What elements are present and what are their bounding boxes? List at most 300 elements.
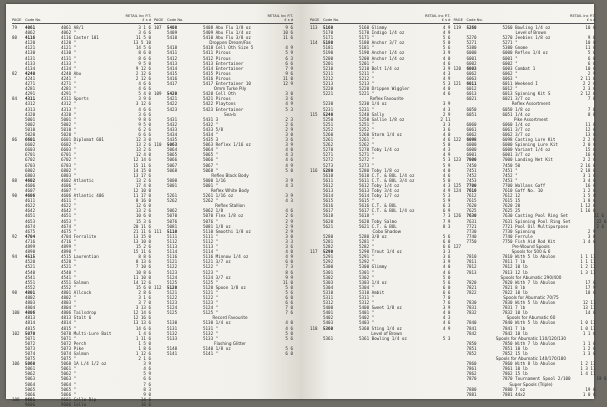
row-code: 5001: [167, 182, 178, 188]
row-code: 5408: [167, 25, 178, 30]
row-price: 2 0 0: [582, 142, 596, 148]
row-price: 7 6: [143, 381, 151, 387]
row-price: 3 0: [285, 131, 293, 137]
row-code: 5360: [323, 325, 334, 331]
row-price: 14 15 0: [133, 167, 151, 173]
row-description: 5617 C.T. & BOL 1/4 oz: [359, 208, 415, 214]
row-code: 5618: [323, 213, 334, 219]
row-description: 5261 ": [359, 137, 375, 143]
row-description: 7852 15 lb: [502, 351, 528, 356]
row-description: 6601 Diplomat 601: [61, 137, 104, 143]
row-page: 124: [453, 188, 462, 193]
row-code: 5380: [466, 45, 477, 51]
row-price: 4 6: [285, 325, 293, 331]
left-page: [6, 4, 300, 407]
row-code: 7451: [466, 167, 477, 173]
row-code: 7842: [466, 330, 477, 336]
row-description: 7861 10 lb: [502, 366, 528, 372]
row-code: 5303: [323, 279, 334, 285]
row-code: 5270: [466, 35, 477, 41]
row-description: 6061 3/7 oz: [502, 126, 531, 132]
header-retail-label: RETAIL Inc P.T.: [267, 13, 293, 18]
row-description: 5311 ": [359, 294, 375, 300]
row-code: 7610: [466, 188, 477, 193]
row-code: 6601: [25, 137, 36, 143]
row-price: 9 6: [285, 70, 293, 76]
row-code: 4802: [25, 294, 36, 300]
row-description: 4133 ": [61, 60, 77, 66]
row-price: 5 9: [285, 50, 293, 56]
row-description: 7615 15: [502, 198, 521, 204]
row-code: 7700: [466, 182, 477, 188]
row-price: 14 6: [140, 396, 151, 402]
row-code: 7810: [466, 254, 477, 260]
row-code: 4312: [25, 101, 36, 107]
row-price: 6 6: [285, 300, 293, 306]
row-description: 5431 3: [203, 116, 219, 122]
row-description: 4130 ": [61, 50, 77, 56]
row-code: 5418: [167, 45, 178, 51]
row-description: 7831 7 lb: [502, 305, 526, 311]
row-price: 22 6: [596, 218, 607, 224]
row-code: 5292: [323, 259, 334, 265]
row-description: 5361 Bowling 1/4 oz: [359, 335, 407, 341]
row-price: 2 9: [442, 111, 451, 117]
row-description: 4606 ": [61, 182, 77, 188]
row-price: 2 2 6: [582, 137, 596, 143]
row-code: 6003: [466, 65, 477, 71]
header-retail-label: RETAIL Inc P.T.: [570, 13, 596, 18]
row-price: 9 6: [285, 25, 293, 30]
row-description: 7870 Tournament Spool 2/100: [502, 376, 571, 382]
row-price: 2 9: [587, 70, 596, 76]
row-code: 5411: [167, 50, 178, 56]
row-page: 117: [310, 249, 318, 255]
row-code: 5271: [323, 152, 334, 158]
row-page: 122: [453, 137, 462, 143]
row-description: 5230 1/4 oz: [359, 101, 387, 107]
row-code: 6803: [25, 172, 36, 178]
row-description: 5070 Multi-Lure Bait: [61, 330, 112, 336]
row-price: 2 9: [285, 218, 293, 224]
row-price: 8 3: [442, 223, 451, 229]
row-code: 4120: [25, 40, 36, 46]
row-price: 1 12 6: [135, 351, 151, 356]
row-description: 5113 ": [203, 244, 219, 250]
row-description: 6603 ": [61, 147, 77, 153]
row-code: 5282: [323, 244, 334, 250]
row-price: 21 6: [593, 213, 605, 219]
row-price: 3 7 0: [138, 300, 151, 306]
row-description: 4602 Atlantic: [61, 177, 94, 183]
row-description: 5403 ": [359, 320, 375, 326]
row-code: 5124: [167, 274, 178, 280]
row-price: 4 9: [442, 188, 451, 193]
row-price: 5 6: [442, 45, 451, 51]
row-description: 6021 3/7 oz: [502, 96, 531, 102]
row-code: 5070: [167, 213, 178, 219]
row-code: 5613: [323, 188, 334, 193]
row-price: 2 6: [285, 213, 293, 219]
row-description: 4611 ": [61, 198, 77, 204]
row-description: 5122 ": [203, 264, 219, 270]
row-description: 5221 ": [359, 91, 375, 97]
row-code: 4062: [25, 30, 36, 36]
row-price: 6 0: [285, 351, 293, 356]
row-page: 116: [310, 167, 318, 173]
row-code: 5612: [323, 182, 334, 188]
row-price: 4 3: [442, 70, 451, 76]
row-page: 94: [12, 254, 18, 260]
row-price: 3 13 6: [135, 305, 151, 311]
row-code: 4271: [25, 81, 36, 87]
row-description: 6703 ": [61, 162, 77, 168]
row-code: 7450: [466, 162, 477, 168]
row-price: 13 2 6: [135, 142, 151, 148]
row-description: 7851 10 lb: [502, 345, 528, 351]
price-row: [12, 402, 151, 407]
row-price: 3 6: [285, 96, 293, 102]
row-code: 5114: [167, 249, 178, 255]
row-price: 3 1 6: [138, 294, 151, 300]
row-page: 126: [453, 213, 462, 219]
row-description: 4806 Tailsdrop: [61, 310, 97, 316]
row-code: 5410: [167, 35, 178, 41]
row-price: 4 9: [285, 45, 293, 51]
row-price: 7 0: [442, 294, 451, 300]
row-price: 5 0: [442, 40, 451, 46]
row-description: 6701 ": [61, 152, 77, 158]
row-description: 4813 Stalt 6: [61, 315, 92, 321]
row-code: 5271: [466, 40, 477, 46]
row-price: 10 6: [585, 65, 596, 71]
row-code: 6012: [466, 86, 477, 92]
row-page: 100: [12, 310, 20, 316]
row-price: 15 3 6: [135, 218, 151, 224]
row-description: 5270 Toby 1/4 oz: [359, 147, 400, 153]
row-price: 4 6: [442, 137, 451, 143]
row-price: 2 16 6: [580, 162, 596, 168]
row-code: 5615: [323, 198, 334, 204]
row-price: 1 1 11: [580, 254, 596, 260]
row-price: 13 10 0: [133, 238, 151, 244]
row-description: 4814 ": [61, 320, 77, 326]
row-description: 5121 ": [203, 289, 219, 295]
row-description: 5001 ": [61, 116, 77, 122]
row-code: 5075: [25, 356, 36, 362]
row-description: 5410 Abu Flu 3/8 oz: [203, 35, 251, 41]
row-description: 4540 ": [61, 269, 77, 275]
row-description: 5304 ": [359, 284, 375, 290]
row-price: 6 0: [285, 294, 293, 300]
row-code: 5210: [323, 65, 334, 71]
row-price: 4 9: [442, 25, 451, 30]
row-description: 6063 ": [502, 75, 518, 81]
row-description: 7610 Gaff No. 10: [502, 188, 543, 193]
row-price: 7 6: [587, 106, 596, 112]
row-price: 14 6 6: [135, 325, 151, 331]
row-description: 5063 ": [61, 376, 77, 382]
row-code: 5412: [167, 55, 178, 61]
row-description: 5240 Sally: [359, 111, 385, 117]
row-price: 3 9: [285, 193, 293, 199]
row-code: 4241: [25, 75, 36, 81]
row-price: 10 6: [585, 25, 596, 30]
row-price: 5 0: [442, 142, 451, 148]
row-description: 5002 ": [61, 121, 77, 127]
row-price: 1 5 0: [582, 193, 596, 199]
row-page: 118: [310, 325, 318, 331]
row-code: 5417: [167, 81, 178, 87]
row-description: 4801 Allcock: [61, 289, 92, 295]
row-code: 7822: [466, 289, 477, 295]
row-description: 5281 ": [359, 238, 375, 244]
row-code: 4622: [25, 203, 36, 209]
row-description: 5114 ": [203, 249, 219, 255]
row-description: 5415 Pirous: [203, 70, 231, 76]
row-price: 2 12 6: [135, 75, 151, 81]
row-code: 6703: [25, 162, 36, 168]
header-retail-label: RETAIL Inc P.T.: [125, 13, 151, 18]
row-price: 2 12 6: [580, 91, 596, 97]
row-code: 5617: [323, 208, 334, 214]
row-code: 4716: [25, 238, 36, 244]
row-code: 5170: [323, 30, 334, 36]
row-price: 5 9: [143, 371, 151, 377]
row-code: 5065: [25, 386, 36, 392]
row-description: 5417 Entertainer 10: [203, 81, 251, 87]
row-description: 7812 10 lb: [502, 264, 528, 270]
row-price: 5 3: [442, 157, 451, 163]
row-page: 109: [154, 91, 162, 97]
row-code: 5620: [323, 218, 334, 224]
row-price: 16 6: [585, 152, 596, 158]
row-description: 5065 ": [61, 386, 77, 392]
row-price: 4 3: [285, 152, 293, 158]
header-code: Code No.: [466, 17, 483, 22]
row-price: 1 1 11: [580, 259, 596, 265]
row-description: 5290 Trout 1/4 oz: [359, 249, 402, 255]
row-description: 5422 Playtons: [203, 101, 236, 107]
row-price: 2 11: [440, 116, 451, 122]
row-price: 8 3: [143, 386, 151, 392]
row-description: 5611 C.T. & BOL 3/4 oz: [359, 177, 415, 183]
row-code: 5423: [167, 106, 178, 112]
row-price: 4 0: [442, 310, 451, 316]
row-price: 5 9: [442, 198, 451, 204]
row-code: 5422: [167, 101, 178, 107]
row-description: 6011 Weekend I: [502, 81, 538, 87]
row-price: 3 9: [285, 177, 293, 183]
row-price: 5 6: [442, 35, 451, 41]
row-description: 5141 ": [203, 351, 219, 356]
row-description: 5291 ": [359, 254, 375, 260]
row-description: 5010 ": [61, 126, 77, 132]
row-price: 6 0: [442, 238, 451, 244]
row-description: 5074 Salmon: [61, 351, 89, 356]
row-code: 5212: [323, 75, 334, 81]
row-description: 4520 ": [61, 259, 77, 265]
row-price: 5 6: [285, 289, 293, 295]
row-code: 4291: [25, 91, 36, 97]
row-page: 80: [12, 35, 18, 41]
row-description: 5435 3: [203, 137, 219, 143]
row-price: 3 3: [442, 249, 451, 255]
row-price: 6 0: [442, 284, 451, 290]
row-code: 4611: [25, 198, 36, 204]
row-code: 5200: [323, 55, 334, 61]
heading-text: Pike Assortment: [514, 116, 548, 122]
row-description: 5262 ": [203, 198, 219, 204]
row-code: 7831: [466, 305, 477, 311]
row-code: 6062: [466, 70, 477, 76]
row-code: 5063: [25, 376, 36, 382]
row-page: 113: [310, 25, 318, 30]
row-price: 3 9: [442, 305, 451, 311]
row-code: 7721: [466, 223, 477, 229]
row-price: 1 1 6: [582, 330, 596, 336]
row-description: 5300 Glimmy: [359, 264, 387, 270]
row-description: 5180 Anchor 3/7 oz: [359, 40, 405, 46]
row-page: 121: [453, 81, 462, 87]
row-code: 6001: [466, 55, 477, 61]
header-code: Code No.: [323, 17, 340, 22]
row-price: 10 6: [282, 30, 293, 36]
row-price: 14 5 6: [135, 45, 151, 51]
heading-text: Reflex Favourite: [369, 96, 404, 102]
row-price: 10 0: [585, 40, 596, 46]
row-description: 7631 Spinning Pool Ring Set: [502, 218, 571, 224]
row-code: 5621: [323, 223, 334, 229]
row-price: 8 6: [285, 269, 293, 275]
column-header: [12, 10, 151, 24]
row-description: 5062 ": [61, 371, 77, 377]
row-code: 7612: [466, 193, 477, 199]
row-price: 4 6: [442, 320, 451, 326]
row-price: 7 6: [442, 300, 451, 306]
row-code: 7850: [466, 340, 477, 346]
row-description: 6001 3/7 oz: [502, 152, 531, 158]
row-price: 20 11 6: [133, 223, 151, 229]
row-description: 5418 Cell Oth Size 5: [203, 45, 254, 51]
row-price: 9 8 6: [138, 116, 151, 122]
row-code: 5290: [323, 249, 334, 255]
row-price: 4 6: [442, 91, 451, 97]
row-description: 7842 10 lb: [502, 330, 528, 336]
row-code: 9606: [25, 401, 36, 407]
row-description: 5071 ": [61, 335, 77, 341]
row-description: 5122 ": [203, 294, 219, 300]
row-code: 5421: [167, 96, 178, 102]
row-code: 6021: [466, 96, 477, 102]
row-description: 5360 Sting 1/4 oz: [359, 325, 402, 331]
row-code: 4061: [25, 25, 36, 30]
heading-text: Cobo Shadow: [372, 228, 402, 234]
row-price: 3 3: [285, 238, 293, 244]
row-code: 6011: [466, 81, 477, 87]
row-price: 6 6: [442, 289, 451, 295]
row-code: 7830: [466, 300, 477, 306]
row-code: 7881: [466, 391, 477, 397]
row-code: 5065: [167, 152, 178, 158]
row-code: 5301: [323, 269, 334, 275]
row-price: 4 9: [285, 101, 293, 107]
heading-text: Reflex Assortment: [511, 101, 551, 107]
heading-text: Record Favourite: [212, 315, 248, 321]
row-code: 4116: [25, 35, 36, 41]
row-code: 7852: [466, 351, 477, 356]
row-code: 6002: [466, 60, 477, 66]
row-code: 4130: [25, 50, 36, 56]
row-code: 7452: [466, 172, 477, 178]
row-code: 5076: [167, 218, 178, 224]
row-code: 5123: [167, 269, 178, 275]
row-price: 6 2 6: [138, 126, 151, 132]
row-price: 7 10 6: [135, 264, 151, 270]
row-code: 5262: [167, 198, 178, 204]
row-description: 5610 C.T. & BOL 1/4 oz: [359, 172, 415, 178]
row-code: 5252: [323, 126, 334, 132]
row-price: 2 9: [285, 126, 293, 132]
row-description: 5125 ": [203, 279, 219, 285]
row-description: 4653 ": [61, 218, 77, 224]
row-page: 107: [154, 25, 162, 30]
row-code: 7813: [466, 269, 477, 275]
row-description: 5270 Jeebies 1/8 oz: [502, 35, 551, 41]
row-code: 4806: [25, 310, 36, 316]
row-price: 1 2 11: [580, 264, 596, 270]
row-page: 84: [12, 96, 18, 102]
row-price: 4 9: [442, 75, 451, 81]
row-code: 5402: [323, 315, 334, 321]
price-row: [453, 392, 595, 397]
row-description: 5400 Sweet 1/8 oz: [359, 305, 402, 311]
row-price: 2 9: [285, 223, 293, 229]
row-description: 5110 Smoothi 1/8 oz: [203, 228, 251, 234]
row-description: 7860 With 8 lb Abulon: [502, 361, 556, 367]
row-description: 5273 ": [359, 162, 375, 168]
row-price: 3 9: [143, 361, 151, 367]
row-price: 2 1 6: [138, 356, 151, 362]
row-price: 12 6: [585, 126, 596, 132]
row-price: 4 6 6: [138, 106, 151, 112]
row-code: 4801: [25, 289, 36, 295]
row-code: 5122: [167, 294, 178, 300]
row-price: 1 4 6: [138, 330, 151, 336]
heading-text: Reflex White Body: [210, 188, 250, 193]
header-currency: £ s d: [142, 17, 151, 22]
row-price: 2 2 6: [582, 81, 596, 87]
row-description: 5116 Minnow 1/4 oz: [203, 254, 249, 260]
row-price: 3 6: [442, 254, 451, 260]
heading-text: Super Spools (Triple): [509, 381, 553, 387]
row-code: 5110: [167, 228, 178, 234]
row-code: 7841: [466, 325, 477, 331]
row-price: 4 3: [442, 182, 451, 188]
row-description: 4120 ": [61, 40, 77, 46]
row-description: 7620 20: [502, 203, 521, 209]
row-price: 13 11: [582, 305, 596, 311]
row-description: 5200 Anchor 1/4 oz: [359, 55, 405, 61]
row-code: 5280: [323, 233, 334, 239]
row-description: 5280 3/8 oz: [359, 233, 387, 239]
row-code: 5416: [167, 75, 178, 81]
row-code: 5302: [323, 274, 334, 280]
header-retail: [559, 14, 595, 22]
row-code: 6050: [466, 106, 477, 112]
row-description: 5121 3/7 oz: [203, 259, 231, 265]
row-price: 4 9: [285, 254, 293, 260]
